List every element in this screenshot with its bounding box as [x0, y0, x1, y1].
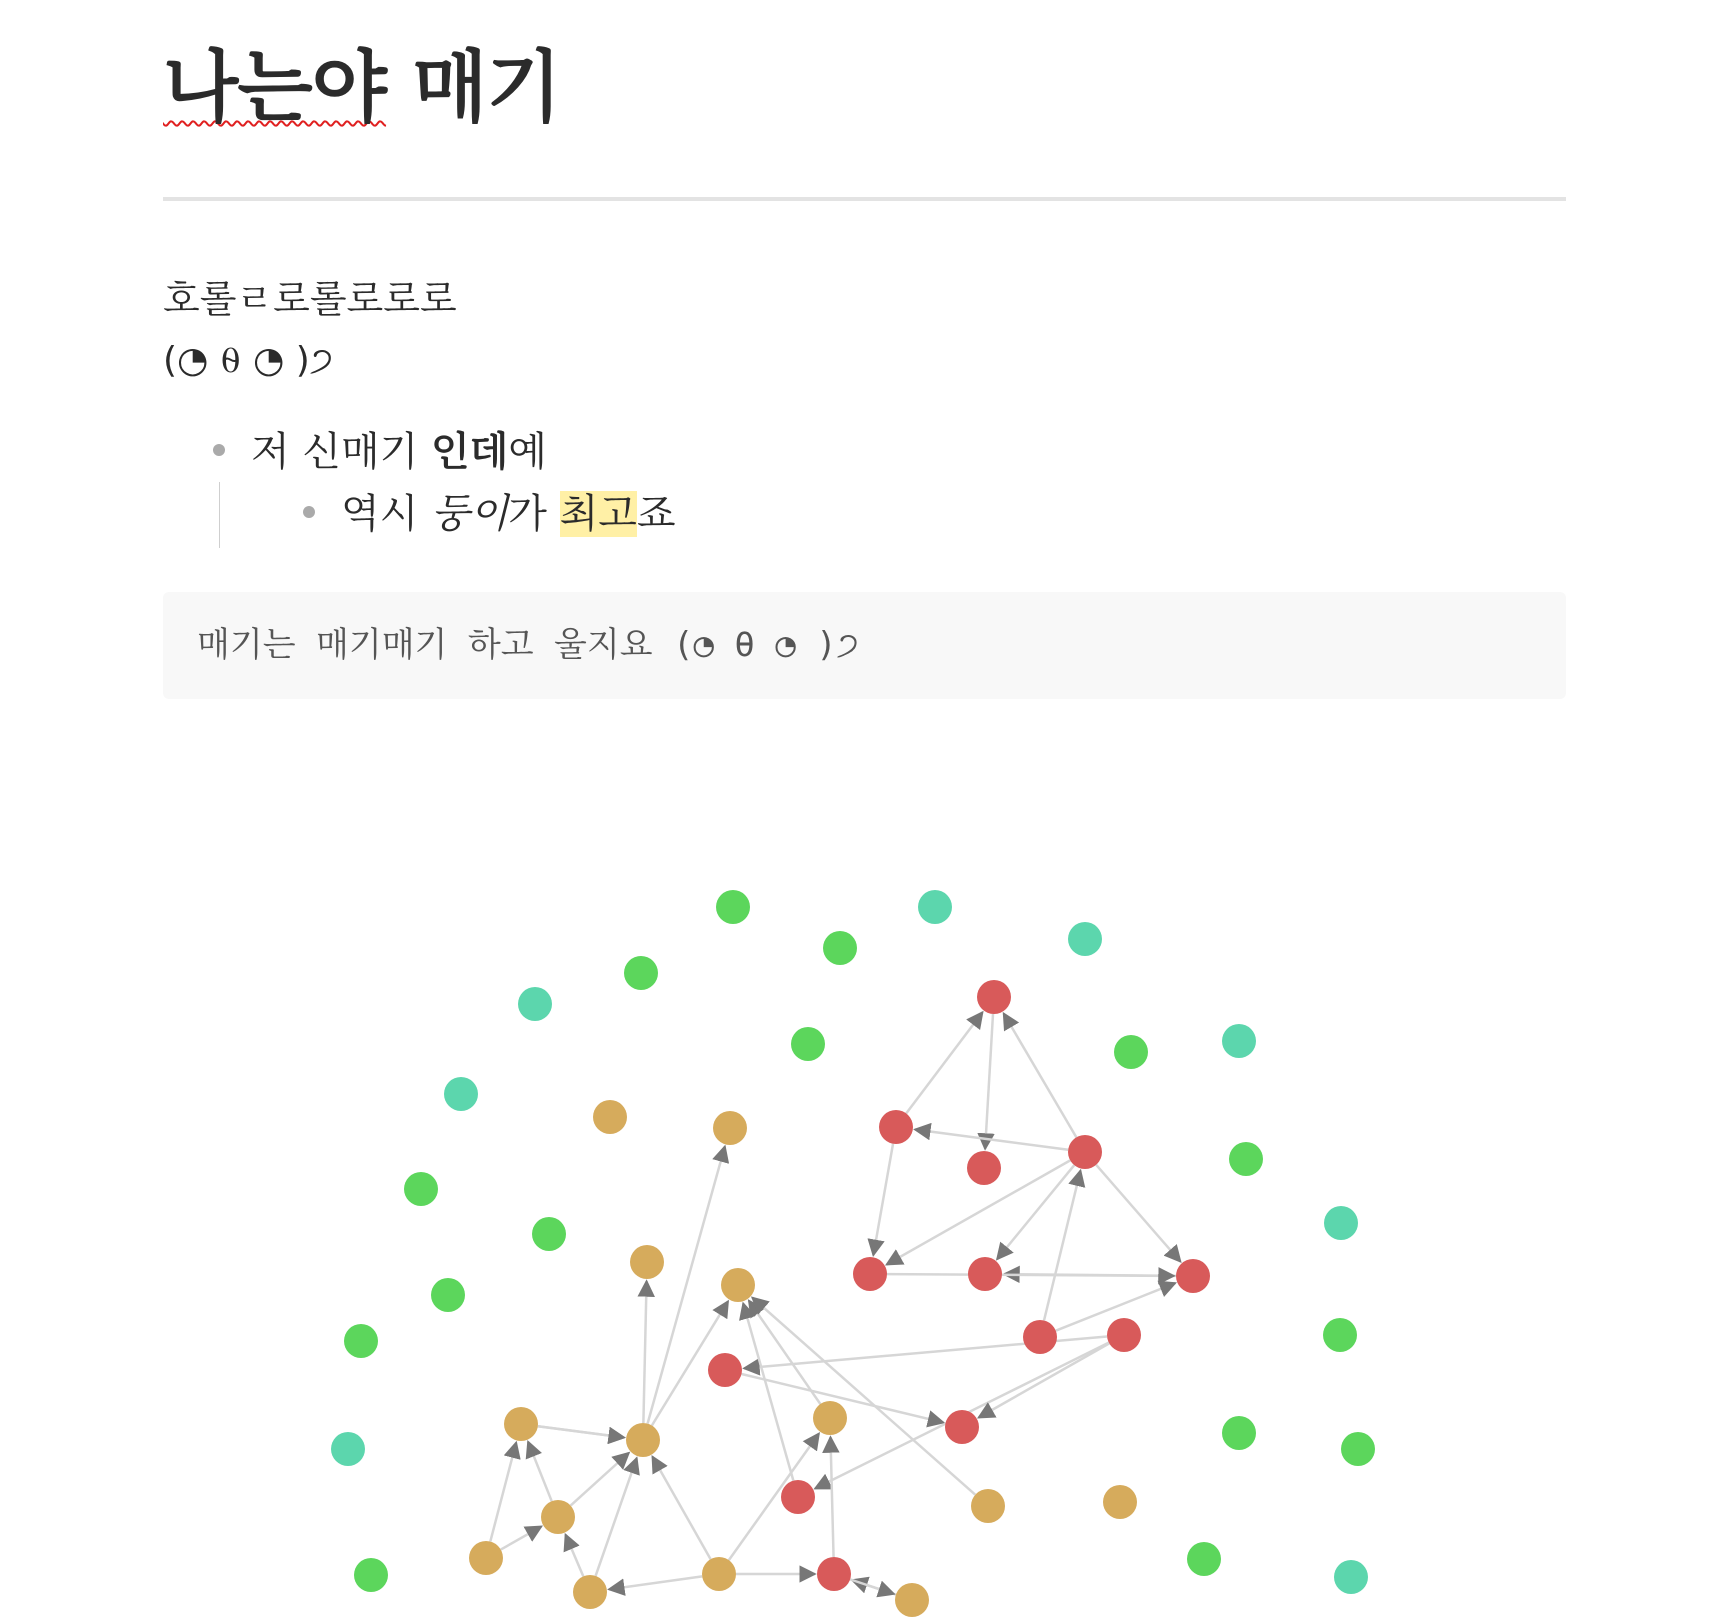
graph-node-gold[interactable] [573, 1575, 607, 1609]
graph-node-red[interactable] [708, 1353, 742, 1387]
misspelled-word[interactable]: 나는야 [163, 43, 387, 133]
graph-edge [571, 1453, 629, 1506]
list-item-bold: 인데 [431, 429, 509, 475]
graph-edge [850, 1579, 894, 1594]
graph-node-green[interactable] [791, 1027, 825, 1061]
graph-node-red[interactable] [853, 1257, 887, 1291]
nested-item-italic: 둥이 [431, 491, 509, 537]
graph-node-red[interactable] [968, 1257, 1002, 1291]
graph-node-green[interactable] [1114, 1035, 1148, 1069]
graph-edges [490, 1012, 1180, 1594]
graph-edge [749, 1301, 821, 1404]
graph-node-red[interactable] [1068, 1135, 1102, 1169]
graph-nodes [331, 890, 1375, 1617]
graph-edge [873, 1144, 893, 1256]
paragraph-line-2: (◔ ⍬ ◔ )੭ [163, 340, 334, 381]
code-text: 매기는 매기매기 하고 울지요 (◔ θ ◔ )੭ [197, 625, 859, 665]
graph-node-gold[interactable] [895, 1583, 929, 1617]
list-item-text-end: 예 [508, 429, 547, 475]
graph-node-green[interactable] [532, 1217, 566, 1251]
graph-edge [652, 1457, 710, 1560]
graph-edge [985, 1014, 993, 1149]
graph-node-green[interactable] [344, 1324, 378, 1358]
graph-node-teal[interactable] [331, 1432, 365, 1466]
graph-node-red[interactable] [879, 1110, 913, 1144]
paragraph-line-1: 호롤ㄹ로롤로로로 [163, 277, 457, 321]
list-item-text: 저 신매기 [251, 429, 431, 475]
graph-node-green[interactable] [716, 890, 750, 924]
graph-edge [596, 1458, 637, 1576]
graph-node-teal[interactable] [518, 987, 552, 1021]
graph-node-red[interactable] [977, 980, 1011, 1014]
graph-node-green[interactable] [1222, 1416, 1256, 1450]
graph-edge [1004, 1013, 1077, 1137]
graph-edge [609, 1576, 702, 1589]
graph-node-teal[interactable] [918, 890, 952, 924]
graph-node-green[interactable] [1229, 1142, 1263, 1176]
graph-edge [915, 1129, 1068, 1149]
graph-node-green[interactable] [1187, 1542, 1221, 1576]
nested-item-text: 역시 [341, 491, 431, 537]
graph-edge [1044, 1170, 1080, 1320]
graph-node-green[interactable] [823, 931, 857, 965]
graph-node-green[interactable] [624, 956, 658, 990]
graph-node-gold[interactable] [813, 1401, 847, 1435]
graph-node-gold[interactable] [504, 1407, 538, 1441]
graph-node-gold[interactable] [630, 1245, 664, 1279]
graph-node-gold[interactable] [971, 1489, 1005, 1523]
graph-node-gold[interactable] [721, 1268, 755, 1302]
graph-node-gold[interactable] [469, 1541, 503, 1575]
graph-node-green[interactable] [1341, 1432, 1375, 1466]
graph-edge [538, 1426, 624, 1437]
graph-node-gold[interactable] [702, 1557, 736, 1591]
graph-edge [490, 1442, 516, 1541]
graph-edge [501, 1526, 542, 1549]
graph-node-red[interactable] [1107, 1318, 1141, 1352]
graph-node-teal[interactable] [1334, 1560, 1368, 1594]
nested-item-highlight: 최고 [559, 491, 637, 537]
graph-node-red[interactable] [967, 1151, 1001, 1185]
graph-edge [830, 1437, 833, 1557]
nested-item-text-end: 죠 [636, 491, 676, 537]
graph-edge [528, 1442, 552, 1502]
graph-node-red[interactable] [781, 1480, 815, 1514]
graph-node-gold[interactable] [626, 1423, 660, 1457]
graph-node-gold[interactable] [713, 1111, 747, 1145]
graph-node-red[interactable] [1023, 1320, 1057, 1354]
graph-edge [565, 1534, 583, 1576]
graph-edge [1096, 1165, 1180, 1262]
graph-node-teal[interactable] [444, 1077, 478, 1111]
graph-node-red[interactable] [817, 1557, 851, 1591]
graph-node-teal[interactable] [1068, 922, 1102, 956]
graph-node-gold[interactable] [1103, 1485, 1137, 1519]
graph-edge [643, 1281, 646, 1423]
graph-node-red[interactable] [945, 1410, 979, 1444]
graph-node-teal[interactable] [1324, 1206, 1358, 1240]
graph-node-gold[interactable] [541, 1500, 575, 1534]
graph-node-green[interactable] [1323, 1318, 1357, 1352]
graph-edge [979, 1343, 1110, 1417]
graph-edge [887, 1274, 1174, 1276]
graph-node-green[interactable] [431, 1278, 465, 1312]
title-rest: 매기 [386, 43, 561, 133]
nested-item-text-middle: 가 [508, 491, 560, 537]
graph-edge [906, 1012, 982, 1113]
graph-node-gold[interactable] [593, 1100, 627, 1134]
graph-node-red[interactable] [1176, 1259, 1210, 1293]
graph-node-green[interactable] [404, 1172, 438, 1206]
graph-node-teal[interactable] [1222, 1024, 1256, 1058]
graph-node-green[interactable] [354, 1558, 388, 1592]
